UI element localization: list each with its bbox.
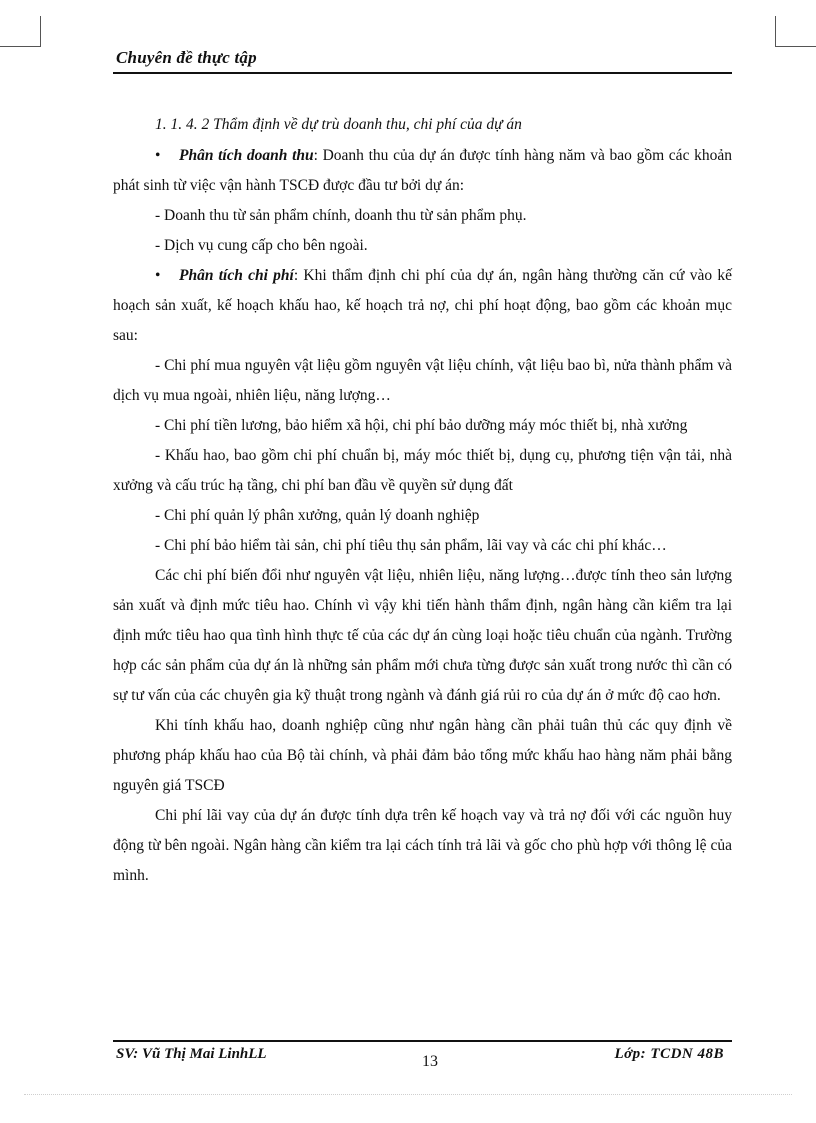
section-heading: 1. 1. 4. 2 Thẩm định về dự trù doanh thu, chi phí của dự án	[155, 116, 522, 133]
cost-text: : Khi thẩm định chi phí của dự án, ngân hàng thường căn cứ vào kế hoạch sản xuất, kế hoạch khấu hao, kế hoạch trả nợ, chi phí hoạt động, bao gồm các khoản mục sau:	[113, 267, 732, 344]
cost-item: - Chi phí tiền lương, bảo hiểm xã hội, chi phí bảo dưỡng máy móc thiết bị, nhà xưởng	[155, 417, 688, 434]
body-paragraph: Các chi phí biến đổi như nguyên vật liệu, nhiên liệu, năng lượng…được tính theo sản lượng sản xuất và định mức tiêu hao. Chính vì vậy khi tiến hành thẩm định, ngân hàng cần kiểm tra lại định mức tiêu hao qua tình hình thực tế của các dự án cùng loại hoặc tiêu chuẩn của ngành. Trường hợp các sản phẩm của dự án là những sản phẩm mới chưa từng được sản xuất trong nước thì cần có sự tư vấn của các chuyên gia kỹ thuật trong ngành và đánh giá rủi ro của dự án ở mức độ cao hơn.	[113, 567, 732, 704]
revenue-item: - Dịch vụ cung cấp cho bên ngoài.	[155, 237, 368, 254]
page-bottom-border	[24, 1094, 792, 1095]
cost-paragraph	[113, 261, 732, 351]
footer-rule	[113, 1040, 732, 1042]
page-content	[113, 110, 732, 891]
cost-item: - Chi phí quản lý phân xưởng, quản lý doanh nghiệp	[155, 507, 480, 524]
revenue-text: : Doanh thu của dự án được tính hàng năm và bao gồm các khoản phát sinh từ việc vận hành TSCĐ được đầu tư bởi dự án:	[113, 147, 732, 194]
header-rule	[113, 72, 732, 74]
crop-mark-top-left	[0, 16, 41, 47]
crop-mark-top-right	[775, 16, 816, 47]
body-paragraph: Chi phí lãi vay của dự án được tính dựa trên kế hoạch vay và trả nợ đối với các nguồn huy động từ bên ngoài. Ngân hàng cần kiểm tra lại cách tính trả lãi và gốc cho phù hợp với thông lệ của mình.	[113, 807, 732, 884]
footer-student: SV: Vũ Thị Mai LinhLL	[116, 1046, 267, 1062]
cost-item: - Khấu hao, bao gồm chi phí chuẩn bị, máy móc thiết bị, dụng cụ, phương tiện vận tải, nhà xưởng và cấu trúc hạ tầng, chi phí ban đầu về quyền sử dụng đất	[113, 447, 732, 494]
body-paragraph: Khi tính khấu hao, doanh nghiệp cũng như ngân hàng cần phải tuân thủ các quy định về phương pháp khấu hao của Bộ tài chính, và phải đảm bảo tổng mức khấu hao hàng năm phải bằng nguyên giá TSCĐ	[113, 717, 732, 794]
bullet-icon: •	[155, 267, 161, 284]
revenue-lead: Phân tích doanh thu	[179, 147, 314, 164]
cost-item: - Chi phí mua nguyên vật liệu gồm nguyên vật liệu chính, vật liệu bao bì, nửa thành phẩm và dịch vụ mua ngoài, nhiên liệu, năng lượng…	[113, 357, 732, 404]
footer-class: Lớp: TCDN 48B	[614, 1046, 724, 1062]
page-number: 13	[422, 1053, 438, 1070]
cost-lead: Phân tích chi phí	[179, 267, 294, 284]
cost-item: - Chi phí bảo hiểm tài sản, chi phí tiêu thụ sản phẩm, lãi vay và các chi phí khác…	[155, 537, 667, 554]
revenue-paragraph	[113, 141, 732, 201]
header-title: Chuyên đề thực tập	[116, 48, 257, 67]
bullet-icon: •	[155, 147, 161, 164]
revenue-item: - Doanh thu từ sản phẩm chính, doanh thu từ sản phẩm phụ.	[155, 207, 527, 224]
